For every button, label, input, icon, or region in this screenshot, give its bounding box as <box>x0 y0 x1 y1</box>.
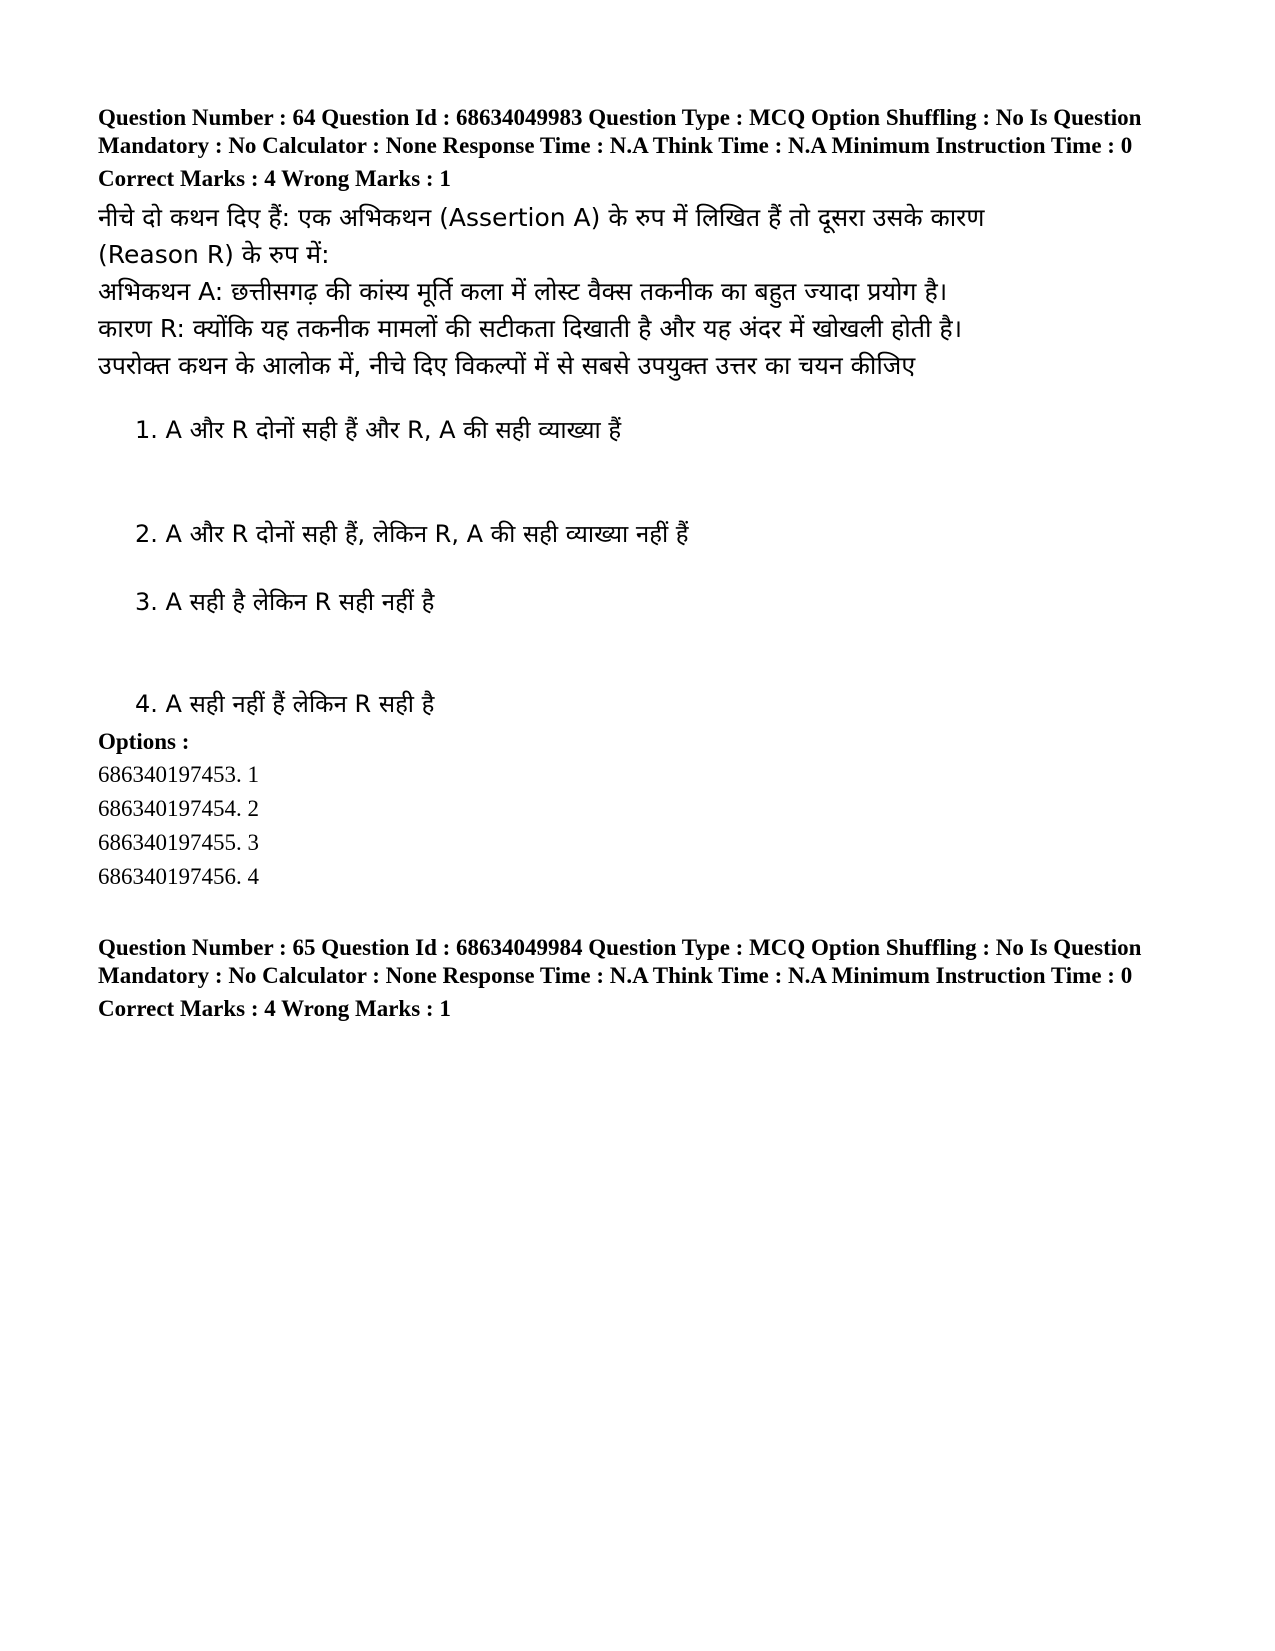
question-marks: Correct Marks : 4 Wrong Marks : 1 <box>98 166 451 191</box>
question-meta: Question Number : 65 Question Id : 68634049984 Question Type : MCQ Option Shuffling : No Is Question Mandatory : No Calculator : None Response Time : N.A Think Time : N.A Minimum Instruction Time : 0 <box>98 935 1142 988</box>
assertion-text: अभिकथन A: छत्तीसगढ़ की कांस्य मूर्ति कला में लोस्ट वैक्स तकनीक का बहुत ज्यादा प्रयोग है। <box>98 277 948 306</box>
choice-4: 4. A सही नहीं हैं लेकिन R सही है <box>135 690 435 718</box>
option-item: 686340197455. 3 <box>98 830 259 855</box>
question-text <box>98 199 1028 384</box>
question-65 <box>98 934 1188 1023</box>
question-marks: Correct Marks : 4 Wrong Marks : 1 <box>98 996 451 1021</box>
document-page <box>98 104 1188 1023</box>
option-item: 686340197454. 2 <box>98 796 259 821</box>
instruction-text: उपरोक्त कथन के आलोक में, नीचे दिए विकल्पों में से सबसे उपयुक्त उत्तर का चयन कीजिए <box>98 351 916 380</box>
question-64 <box>98 104 1188 894</box>
choice-1: 1. A और R दोनों सही हैं और R, A की सही व्याख्या हैं <box>135 416 622 444</box>
options-list <box>98 758 1188 894</box>
option-item: 686340197456. 4 <box>98 864 259 889</box>
option-item: 686340197453. 1 <box>98 762 259 787</box>
choice-2: 2. A और R दोनों सही हैं, लेकिन R, A की सही व्याख्या नहीं हैं <box>135 520 689 548</box>
answer-choices <box>135 414 1188 720</box>
options-label: Options : <box>98 729 190 754</box>
question-meta: Question Number : 64 Question Id : 68634049983 Question Type : MCQ Option Shuffling : No Is Question Mandatory : No Calculator : None Response Time : N.A Think Time : N.A Minimum Instruction Time : 0 <box>98 105 1142 158</box>
reason-text: कारण R: क्योंकि यह तकनीक मामलों की सटीकता दिखाती है और यह अंदर में खोखली होती है। <box>98 314 963 343</box>
question-statement: नीचे दो कथन दिए हैं: एक अभिकथन (Assertion A) के रुप में लिखित हैं तो दूसरा उसके कारण (Reason R) के रुप में: <box>98 203 985 269</box>
choice-3: 3. A सही है लेकिन R सही नहीं है <box>135 588 435 616</box>
